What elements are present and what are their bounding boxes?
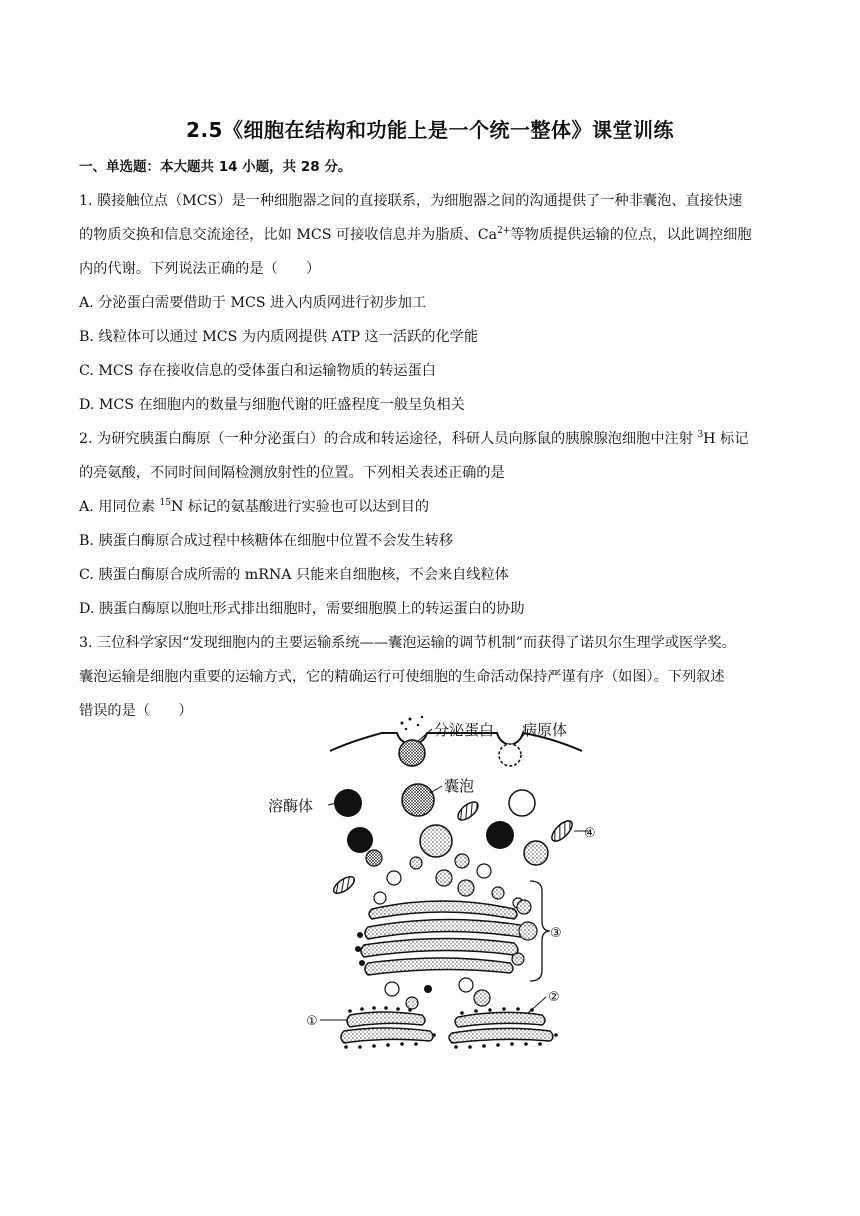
q3-stem-line-2: 囊泡运输是细胞内重要的运输方式，它的精确运行可使细胞的生命活动保持严谨有序（如图）。下列叙述: [79, 669, 725, 685]
secretory-vesicle: [399, 740, 425, 766]
q1-stem-line-1: 1. 膜接触位点（MCS）是一种细胞器之间的直接联系，为细胞器之间的沟通提供了一种非囊泡、直接快速: [79, 193, 743, 209]
q2-stem-line-2: 的亮氨酸，不同时间间隔检测放射性的位置。下列相关表述正确的是: [79, 465, 505, 481]
q2-option-b: B. 胰蛋白酶原合成过程中核糖体在细胞中位置不会发生转移: [79, 533, 454, 549]
q2-stem-line-1: [79, 428, 748, 448]
q2-stem-text-cont: H 标记: [703, 431, 749, 447]
rough-er-left: [341, 1012, 433, 1043]
rough-er-right: [449, 1012, 553, 1043]
q1-stem-text-cont: 等物质提供运输的位点，以此调控细胞: [510, 227, 752, 243]
q1-option-b: B. 线粒体可以通过 MCS 为内质网提供 ATP 这一活跃的化学能: [79, 329, 479, 345]
q2-option-a-text-cont: N 标记的氨基酸进行实验也可以达到目的: [170, 499, 430, 515]
q2-option-a: [79, 496, 429, 516]
mitochondrion: [455, 799, 481, 824]
label-2: ②: [548, 990, 560, 1005]
label-3: ③: [550, 926, 562, 941]
q1-option-c: C. MCS 存在接收信息的受体蛋白和运输物质的转运蛋白: [79, 363, 436, 379]
label-secretory-protein: 分泌蛋白: [434, 721, 495, 739]
q2-option-a-text: A. 用同位素: [79, 499, 160, 515]
q2-option-a-superscript: 15: [159, 498, 171, 508]
pathogen-vesicle: [499, 744, 521, 766]
q1-option-a: A. 分泌蛋白需要借助于 MCS 进入内质网进行初步加工: [79, 295, 427, 311]
q3-stem-line-3: 错误的是（ ）: [79, 703, 193, 719]
label-lysosome: 溶酶体: [268, 797, 314, 815]
lysosome: [334, 789, 362, 817]
q3-stem-line-1: 3. 三位科学家因“发现细胞内的主要运输系统——囊泡运输的调节机制”而获得了诺贝尔生理学或医学奖。: [79, 635, 736, 651]
label-1: ①: [306, 1014, 318, 1029]
label-4: ④: [584, 826, 596, 841]
label-vesicle: 囊泡: [444, 777, 475, 795]
q2-option-c: C. 胰蛋白酶原合成所需的 mRNA 只能来自细胞核，不会来自线粒体: [79, 567, 509, 583]
label-pathogen: 病原体: [522, 721, 568, 739]
q1-stem-line-3: 内的代谢。下列说法正确的是（ ）: [79, 261, 321, 277]
q1-superscript: 2+: [497, 226, 511, 236]
vesicle: [402, 784, 434, 816]
q1-stem-text: 的物质交换和信息交流途径，比如 MCS 可接收信息并为脂质、Ca: [79, 227, 498, 243]
q1-stem-line-2: [79, 224, 752, 244]
golgi-apparatus: [361, 901, 524, 975]
q2-superscript: 3: [697, 430, 704, 440]
q2-option-d: D. 胰蛋白酶原以胞吐形式排出细胞时，需要细胞膜上的转运蛋白的协助: [79, 601, 525, 617]
q2-stem-text: 2. 为研究胰蛋白酶原（一种分泌蛋白）的合成和转运途径，科研人员向豚鼠的胰腺腺泡细胞中注射: [79, 431, 698, 447]
q1-option-d: D. MCS 在细胞内的数量与细胞代谢的旺盛程度一般呈负相关: [79, 397, 465, 413]
vesicle-transport-diagram: [252, 713, 602, 1058]
section-heading: 一、单选题：本大题共 14 小题，共 28 分。: [79, 159, 352, 175]
page-title: 2.5《细胞在结构和功能上是一个统一整体》课堂训练: [186, 118, 674, 142]
